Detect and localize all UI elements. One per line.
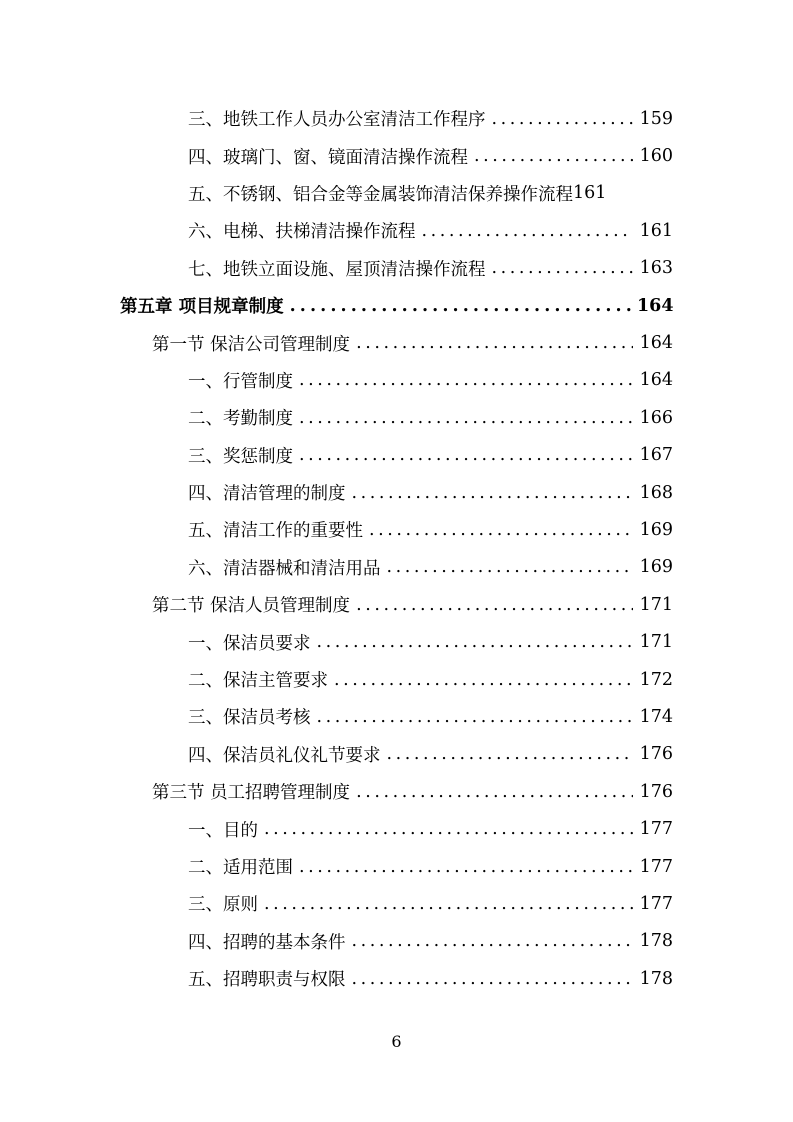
toc-leader-dots <box>299 370 633 390</box>
toc-entry-page: 161 <box>639 220 673 241</box>
toc-entry-title: 第一节 保洁公司管理制度 <box>152 334 351 355</box>
toc-entry-title: 第二节 保洁人员管理制度 <box>152 596 351 617</box>
toc-entry[interactable] <box>0 287 793 324</box>
toc-entry[interactable] <box>0 324 793 361</box>
toc-leader-dots <box>356 333 633 353</box>
toc-entry-page: 172 <box>639 669 673 690</box>
toc-entry-page: 161 <box>573 183 607 204</box>
toc-entry[interactable] <box>0 848 793 885</box>
toc-entry-page: 171 <box>639 594 673 615</box>
toc-entry-title: 六、电梯、扶梯清洁操作流程 <box>188 222 416 243</box>
toc-entry-page: 163 <box>639 258 673 279</box>
toc-leader-dots <box>352 483 634 503</box>
toc-entry-page: 169 <box>639 557 673 578</box>
toc-leader-dots <box>474 146 633 166</box>
toc-entry-title: 二、适用范围 <box>188 858 293 878</box>
toc-entry[interactable] <box>0 810 793 847</box>
toc-entry-title: 七、地铁立面设施、屋顶清洁操作流程 <box>188 259 486 280</box>
toc-entry-title: 二、保洁主管要求 <box>188 671 328 692</box>
toc-entry-title: 二、考勤制度 <box>188 409 293 430</box>
toc-entry[interactable] <box>0 212 793 249</box>
toc-entry-page: 168 <box>639 482 673 503</box>
toc-entry-title: 三、原则 <box>188 895 258 916</box>
toc-entry-title: 五、不锈钢、铝合金等金属装饰清洁保养操作流程 <box>188 184 573 205</box>
toc-entry[interactable] <box>0 698 793 735</box>
toc-leader-dots <box>356 782 633 802</box>
toc-leader-dots <box>317 632 634 652</box>
toc-entry-page: 176 <box>639 744 673 765</box>
toc-leader-dots <box>422 221 634 241</box>
toc-entry[interactable] <box>0 923 793 960</box>
toc-leader-dots <box>387 557 634 577</box>
toc-entry[interactable] <box>0 885 793 922</box>
toc-entry-title: 三、奖惩制度 <box>188 446 293 467</box>
toc-leader-dots <box>299 857 633 877</box>
toc-entry-page: 160 <box>639 146 673 167</box>
toc-entry[interactable] <box>0 511 793 548</box>
toc-entry[interactable] <box>0 137 793 174</box>
toc-leader-dots <box>299 445 633 465</box>
toc-leader-dots <box>334 670 633 690</box>
toc-entry-page: 177 <box>639 893 673 914</box>
toc-entry[interactable] <box>0 474 793 511</box>
toc-entry[interactable] <box>0 549 793 586</box>
toc-entry[interactable] <box>0 661 793 698</box>
toc-entry-page: 174 <box>639 706 673 727</box>
toc-entry-page: 164 <box>639 333 673 354</box>
toc-entry-title: 三、地铁工作人员办公室清洁工作程序 <box>188 110 486 131</box>
toc-leader-dots <box>264 819 633 839</box>
toc-leader-dots <box>387 744 634 764</box>
toc-entry-title: 第五章 项目规章制度 <box>120 297 284 318</box>
toc-entry[interactable] <box>0 773 793 810</box>
toc-leader-dots <box>264 894 633 914</box>
toc-entry-page: 164 <box>639 370 673 391</box>
toc-entry-page: 178 <box>639 931 673 952</box>
toc-entry-title: 第三节 员工招聘管理制度 <box>152 783 351 804</box>
toc-entry-page: 159 <box>639 108 673 129</box>
toc-entry-page: 171 <box>639 632 673 653</box>
toc-leader-dots <box>492 109 634 129</box>
toc-entry[interactable] <box>0 623 793 660</box>
toc-entry[interactable] <box>0 362 793 399</box>
toc-entry-title: 四、玻璃门、窗、镜面清洁操作流程 <box>188 147 468 168</box>
toc-entry-page: 176 <box>639 781 673 802</box>
toc-entry-title: 一、保洁员要求 <box>188 633 311 654</box>
toc-leader-dots <box>317 707 634 727</box>
table-of-contents <box>0 100 793 997</box>
toc-entry-page: 177 <box>639 856 673 877</box>
toc-leader-dots <box>290 296 633 316</box>
toc-entry-title: 五、招聘职责与权限 <box>188 970 346 991</box>
page-number: 6 <box>391 1032 402 1051</box>
toc-entry-title: 一、目的 <box>188 820 258 841</box>
toc-entry[interactable] <box>0 960 793 997</box>
toc-entry-title: 四、招聘的基本条件 <box>188 932 346 953</box>
toc-entry-page: 177 <box>639 819 673 840</box>
toc-entry-title: 四、清洁管理的制度 <box>188 484 346 505</box>
toc-leader-dots <box>352 969 634 989</box>
toc-entry-page: 166 <box>639 407 673 428</box>
toc-entry[interactable] <box>0 586 793 623</box>
toc-entry-title: 一、行管制度 <box>188 371 293 392</box>
toc-entry[interactable] <box>0 399 793 436</box>
toc-leader-dots <box>369 520 633 540</box>
toc-leader-dots <box>299 408 633 428</box>
toc-entry-title: 三、保洁员考核 <box>188 708 311 729</box>
toc-leader-dots <box>356 595 633 615</box>
toc-entry[interactable] <box>0 100 793 137</box>
toc-entry-title: 六、清洁器械和清洁用品 <box>188 558 381 579</box>
toc-entry-title: 五、清洁工作的重要性 <box>188 521 363 542</box>
toc-entry-title: 四、保洁员礼仪礼节要求 <box>188 745 381 766</box>
toc-entry[interactable] <box>0 437 793 474</box>
toc-leader-dots <box>492 258 634 278</box>
toc-entry[interactable] <box>0 250 793 287</box>
toc-leader-dots <box>352 931 634 951</box>
toc-entry-page: 167 <box>639 445 673 466</box>
toc-entry-page: 169 <box>639 519 673 540</box>
toc-entry-page: 178 <box>639 968 673 989</box>
toc-entry[interactable] <box>0 736 793 773</box>
toc-entry[interactable] <box>0 175 793 212</box>
toc-entry-page: 164 <box>637 295 674 316</box>
